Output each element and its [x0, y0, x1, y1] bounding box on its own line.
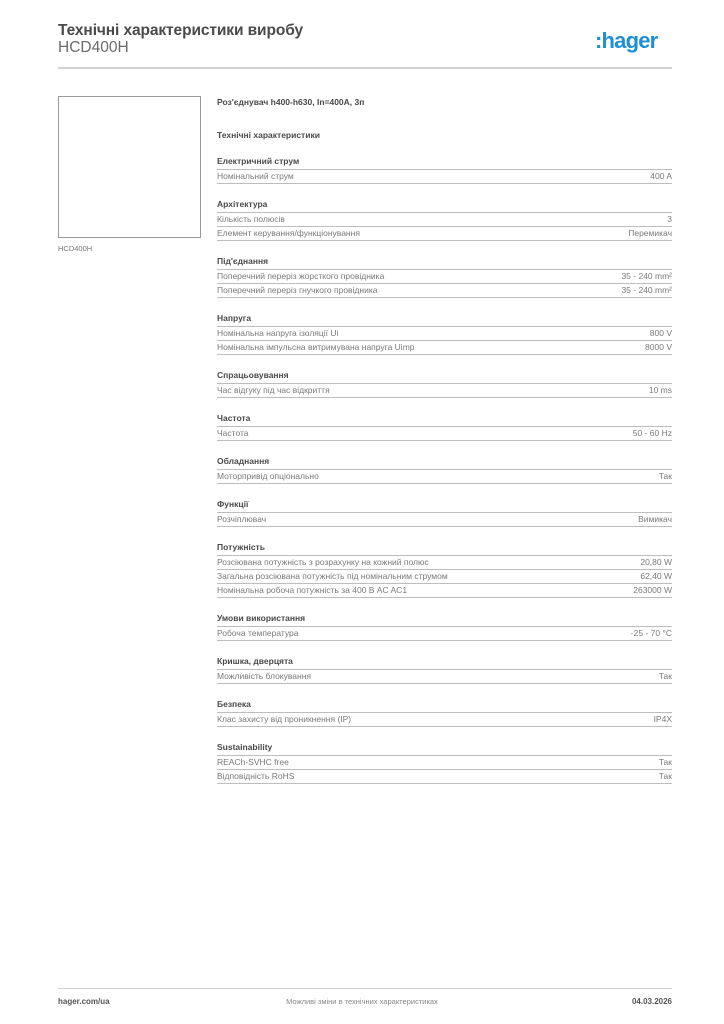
spec-value: Так [658, 671, 672, 681]
footer-notice: Можливі зміни в технічних характеристиках [286, 997, 438, 1006]
spec-group-title: Кришка, дверцята [217, 655, 672, 670]
spec-group [217, 698, 672, 727]
spec-value: Так [658, 757, 672, 767]
header-divider [58, 67, 672, 69]
spec-label: Клас захисту від проникнення (IP) [217, 714, 352, 724]
spec-group-title: Функції [217, 498, 672, 513]
spec-label: Номінальний струм [217, 171, 294, 181]
spec-group [217, 255, 672, 298]
spec-value: 35 - 240 mm² [621, 271, 672, 281]
spec-group [217, 412, 672, 441]
spec-label: Кількість полюсів [217, 214, 285, 224]
spec-group [217, 612, 672, 641]
spec-row [217, 756, 672, 770]
spec-row [217, 341, 672, 355]
spec-group [217, 198, 672, 241]
spec-value: Так [658, 471, 672, 481]
spec-label: Частота [217, 428, 249, 438]
spec-group [217, 455, 672, 484]
spec-label: Можливість блокування [217, 671, 312, 681]
spec-value: 800 V [649, 328, 672, 338]
spec-row [217, 556, 672, 570]
spec-group-title: Спрацьовування [217, 369, 672, 384]
hager-logo: :hager [595, 28, 658, 53]
spec-row [217, 670, 672, 684]
spec-row [217, 327, 672, 341]
spec-group-title: Sustainability [217, 741, 672, 756]
spec-group-title: Потужність [217, 541, 672, 556]
spec-value: Так [658, 771, 672, 781]
spec-value: 263000 W [633, 585, 672, 595]
spec-label: Номінальна імпульсна витримувана напруга Uimp [217, 342, 415, 352]
spec-label: REACh-SVHC free [217, 757, 289, 767]
spec-group [217, 312, 672, 355]
product-title: Роз'єднувач h400-h630, In=400A, 3п [217, 97, 365, 107]
spec-group-title: Обладнання [217, 455, 672, 470]
spec-label: Розсіювана потужність з розрахунку на кожний полюс [217, 557, 429, 567]
spec-row [217, 227, 672, 241]
spec-group [217, 655, 672, 684]
spec-value: -25 - 70 °C [630, 628, 672, 638]
spec-group-title: Умови використання [217, 612, 672, 627]
spec-row [217, 384, 672, 398]
spec-row [217, 170, 672, 184]
spec-value: 10 ms [648, 385, 672, 395]
spec-group-title: Напруга [217, 312, 672, 327]
spec-row [217, 470, 672, 484]
spec-row [217, 713, 672, 727]
spec-row [217, 284, 672, 298]
spec-label: Відповідність RoHS [217, 771, 295, 781]
spec-row [217, 770, 672, 784]
spec-value: 35 - 240 mm² [621, 285, 672, 295]
spec-value: Вимикач [638, 514, 672, 524]
spec-row [217, 270, 672, 284]
spec-value: IP4X [653, 714, 672, 724]
spec-section-title: Технічні характеристики [217, 130, 320, 140]
spec-value: 50 - 60 Hz [632, 428, 672, 438]
spec-label: Номінальна напруга ізоляції Ui [217, 328, 339, 338]
footer-date: 04.03.2026 [631, 997, 672, 1006]
spec-value: Перемикач [628, 228, 672, 238]
spec-label: Загальна розсіювана потужність під номінальним струмом [217, 571, 448, 581]
footer-website-link[interactable]: hager.com/ua [58, 997, 110, 1006]
spec-group [217, 741, 672, 784]
spec-label: Поперечний переріз жорсткого провідника [217, 271, 385, 281]
product-image-caption: HCD400H [58, 244, 93, 253]
spec-value: 3 [667, 214, 672, 224]
spec-value: 8000 V [645, 342, 672, 352]
spec-label: Час відгуку під час відкриття [217, 385, 330, 395]
spec-value: 62,40 W [640, 571, 672, 581]
spec-group-title: Архітектура [217, 198, 672, 213]
spec-group [217, 155, 672, 184]
spec-label: Моторпривід опціонально [217, 471, 319, 481]
spec-label: Номінальна робоча потужність за 400 В AC AC1 [217, 585, 408, 595]
spec-groups [217, 155, 672, 784]
spec-row [217, 627, 672, 641]
spec-label: Елемент керування/функціонування [217, 228, 360, 238]
document-title: Технічні характеристики виробу [58, 22, 303, 39]
spec-value: 400 A [650, 171, 672, 181]
product-code: HCD400H [58, 39, 129, 56]
spec-group-title: Безпека [217, 698, 672, 713]
spec-label: Розчіплювач [217, 514, 267, 524]
spec-label: Робоча температура [217, 628, 299, 638]
spec-group [217, 369, 672, 398]
product-image-placeholder [58, 96, 201, 238]
spec-group-title: Частота [217, 412, 672, 427]
spec-group-title: Під'єднання [217, 255, 672, 270]
footer-divider [58, 988, 672, 989]
spec-group [217, 541, 672, 598]
spec-row [217, 584, 672, 598]
spec-row [217, 570, 672, 584]
spec-group-title: Електричний струм [217, 155, 672, 170]
spec-row [217, 213, 672, 227]
spec-value: 20,80 W [640, 557, 672, 567]
spec-row [217, 427, 672, 441]
spec-row [217, 513, 672, 527]
spec-group [217, 498, 672, 527]
spec-label: Поперечний переріз гнучкого провідника [217, 285, 378, 295]
spec-content [217, 96, 672, 784]
